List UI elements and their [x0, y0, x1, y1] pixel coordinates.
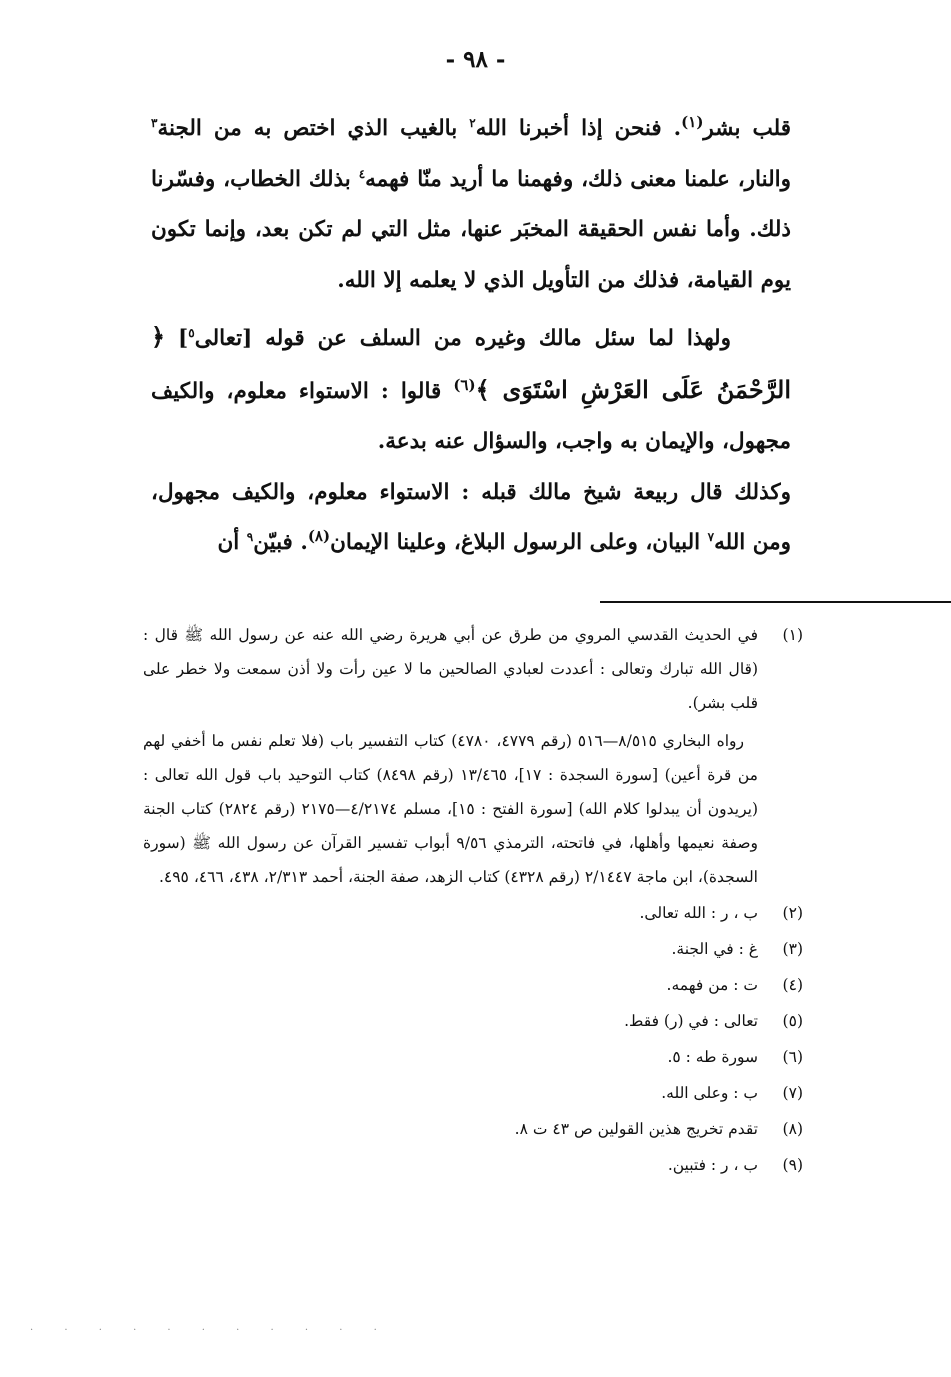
footnote-separator [600, 601, 951, 603]
footnotes [143, 618, 803, 1182]
text-run: بالغيب الذي اختص به من الجنة [157, 116, 470, 141]
footnote-number: (٧) [782, 1084, 803, 1102]
text-run: قلب بشر [703, 116, 791, 141]
footnote-text: تقدم تخريج هذين القولين ص ٤٣ ت ٨. [514, 1120, 758, 1138]
marker-3: ٣ [151, 115, 158, 130]
text-run: قالوا : الاستواء معلوم، والكيف مجهول، والإيمان به واجب، والسؤال عنه بدعة. [151, 378, 791, 454]
paragraph-1 [151, 104, 791, 306]
footnote-number: (٤) [782, 976, 803, 994]
footnote-number: (١) [782, 626, 803, 644]
footnote-2 [143, 896, 803, 930]
paragraph-3 [151, 468, 791, 569]
footnote-text: ت : من فهمه. [666, 976, 758, 994]
footnote-number: (٩) [782, 1156, 803, 1174]
footnote-text: ب : وعلى الله. [661, 1084, 758, 1102]
paragraph-2 [151, 312, 791, 468]
text-run: ولهذا لما سئل مالك وغيره من السلف عن قوله [تعالى [194, 326, 731, 351]
text-run: والنار، علمنا معنى ذلك، وفهمنا ما أريد منّا فهمه [365, 166, 791, 192]
text-run: البيان، وعلى الرسول البلاغ، وعلينا الإيمان [330, 530, 708, 555]
footnote-source-text: رواه البخاري ٨/٥١٥—٥١٦ (رقم ٤٧٧٩، ٤٧٨٠) كتاب التفسير باب (فلا تعلم نفس ما أخفي لهم من قرة أعين) [سورة السجدة : ١٧]، ١٣/٤٦٥ (رقم ٨٤٩٨) كتاب التوحيد باب قول الله تعالى : (يريدون أن يبدلوا كلام الله) [سورة الفتح : ١٥]، مسلم ٤/٢١٧٤—٢١٧٥ (رقم ٢٨٢٤) كتاب الجنة وصفة نعيمها وأهلها، في فاتحته، الترمذي ٩/٥٦ أبواب تفسير القرآن عن رسول الله ﷺ (سورة السجدة)، ابن ماجة ٢/١٤٤٧ (رقم ٤٣٢٨) كتاب الزهد، صفة الجنة، أحمد ٢/٣١٣، ٤٣٨، ٤٦٦، ٤٩٥. [143, 732, 759, 886]
footnote-number: (٦) [782, 1048, 803, 1066]
footnote-4 [143, 968, 803, 1002]
marker-7: ٧ [707, 529, 715, 544]
footnote-7 [143, 1076, 803, 1110]
footnote-text: غ : في الجنة. [671, 940, 758, 958]
footnote-text: سورة طه : ٥. [667, 1048, 758, 1066]
footnote-5 [143, 1004, 803, 1038]
footnote-1 [143, 618, 803, 894]
footnote-number: (٢) [782, 904, 803, 922]
text-run: . فنحن إذا أخبرنا الله [475, 116, 682, 141]
marker-9: ٩ [246, 529, 254, 544]
footnote-number: (٨) [782, 1120, 803, 1138]
text-run: أن [217, 530, 247, 555]
footnote-text: تعالى : في (ر) فقط. [624, 1012, 758, 1030]
marker-2: ٢ [469, 115, 476, 130]
text-run: . فبيّن [253, 530, 308, 555]
text-run: بذلك الخطاب، وفسّرنا ذلك. وأما نفس الحقيقة المخبَر عنها، مثل التي لم تكن بعد، وإنما تكون يوم القيامة، فذلك من التأويل الذي لا يعلمه إلا الله. [151, 166, 791, 293]
footnote-ref-8: (٨) [307, 526, 331, 545]
footnote-ref-1: (١) [681, 112, 704, 131]
marker-5: ٥ [188, 325, 195, 340]
footnote-9 [143, 1148, 803, 1182]
footnote-body [143, 618, 758, 894]
page-number: - ٩٨ - [445, 46, 506, 73]
main-text [151, 104, 791, 569]
marker-4: ٤ [358, 166, 366, 181]
text-run: ] [178, 326, 189, 351]
footnote-3 [143, 932, 803, 966]
footnote-number: (٣) [782, 940, 803, 958]
footnote-6 [143, 1040, 803, 1074]
footnote-number: (٥) [782, 1012, 803, 1030]
footnote-8 [143, 1112, 803, 1146]
footnote-text: في الحديث القدسي المروي من طرق عن أبي هريرة رضي الله عنه عن رسول الله ﷺ قال : (قال الله تبارك وتعالى : أعددت لعبادي الصالحين ما لا عين رأت ولا أذن سمعت ولا خطر على قلب بشر). [143, 626, 758, 712]
footnote-ref-6: (٦) [453, 375, 476, 394]
text-run: وكذلك قال ربيعة شيخ مالك قبله : الاستواء معلوم، والكيف مجهول، ومن الله [151, 479, 791, 555]
quran-verse: ﴿ الرَّحْمَنُ عَلَى العَرْشِ اسْتَوَى ﴾ [151, 322, 791, 404]
footnote-text: ب ، ر : الله تعالى. [639, 904, 758, 922]
footnote-text: ب ، ر : فتبين. [667, 1156, 758, 1174]
scan-artifact-dots: . . . . . . . . . . . [30, 1322, 391, 1333]
